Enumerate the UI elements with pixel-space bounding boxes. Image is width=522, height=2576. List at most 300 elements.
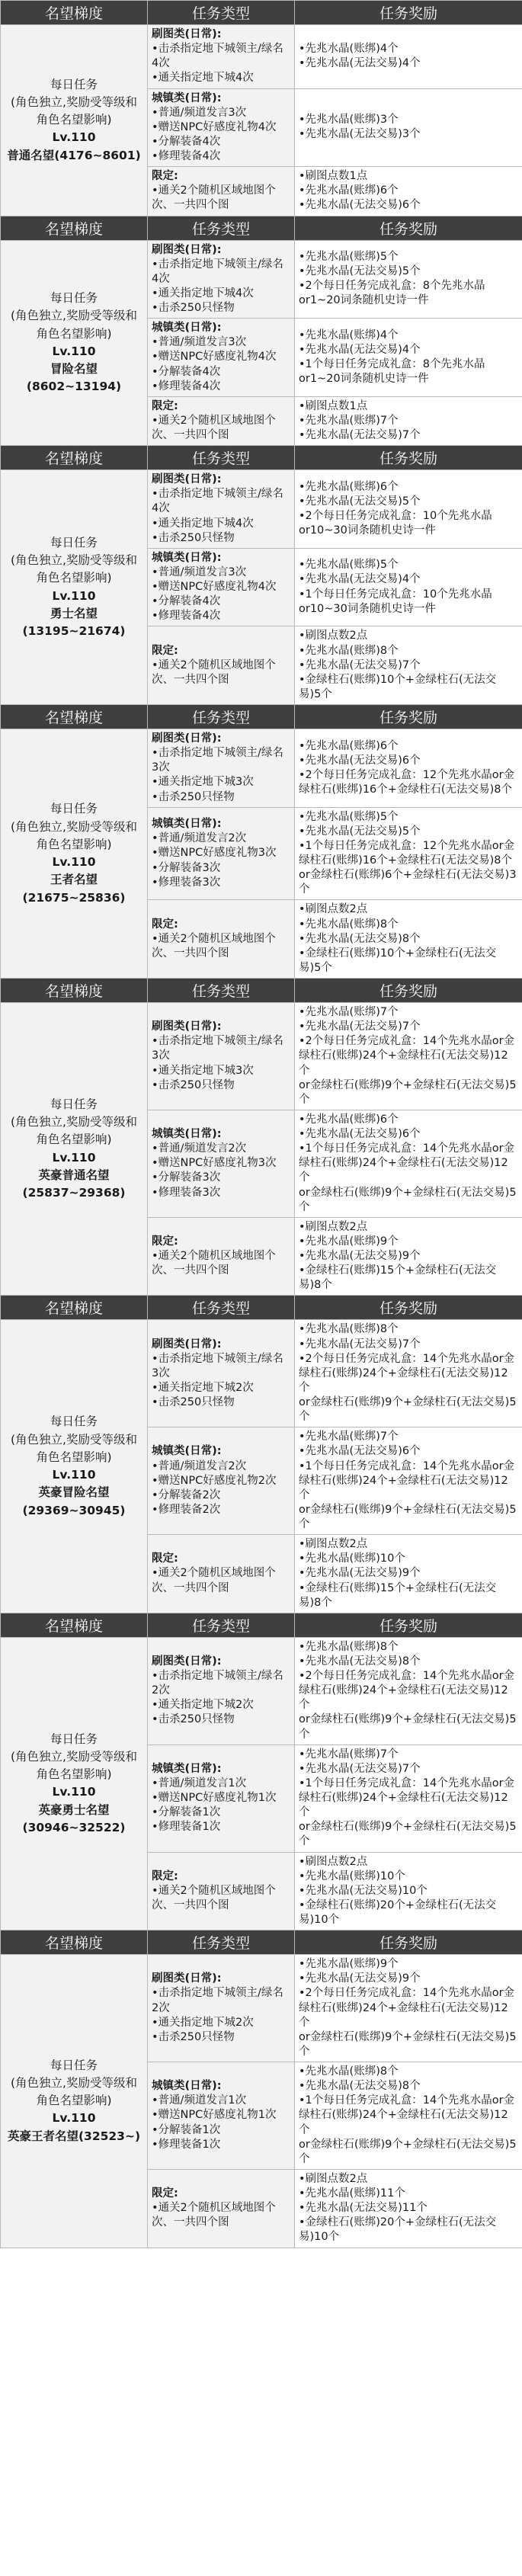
task-cell <box>148 548 295 626</box>
header-reward: 任务奖励 <box>295 446 522 470</box>
task-cell <box>148 2169 295 2248</box>
reward-line: •先兆水晶(账绑)4个 <box>299 43 399 56</box>
tier-note: (角色独立,奖励受等级和角色名望影响) <box>11 1115 137 1147</box>
tier-range: 英豪勇士名望 <box>38 1802 110 1817</box>
tier-level: Lv.110 <box>52 1150 96 1165</box>
task-line: •修理装备4次 <box>152 610 221 623</box>
header-reward: 任务奖励 <box>295 705 522 729</box>
task-category-label: 城镇类(日常): <box>152 551 222 564</box>
reward-line: •先兆水晶(账绑)8个 <box>299 2065 399 2078</box>
tier-title: 每日任务 <box>50 802 98 816</box>
reward-line: •刷图点数2点 <box>299 1855 368 1868</box>
task-line: •击杀250只怪物 <box>152 2030 235 2043</box>
reward-line: •先兆水晶(无法交易)4个 <box>299 573 421 586</box>
task-category-label: 城镇类(日常): <box>152 91 222 104</box>
task-line: •修理装备1次 <box>152 1821 221 1834</box>
table-row <box>1 470 522 549</box>
reward-line: •刷图点数1点 <box>299 170 368 183</box>
reward-line: •刷图点数1点 <box>299 399 368 412</box>
reward-line: or金绿柱石(账绑)9个+金绿柱石(无法交易)5个 <box>299 1713 517 1741</box>
task-line: •通关2个随机区域地图个次、一共四个图 <box>152 658 276 686</box>
reward-line: •1个每日任务完成礼盒：8个先兆水晶or1~20词条随机史诗一件 <box>299 357 485 386</box>
reward-cell <box>295 1637 522 1745</box>
reward-cell <box>295 396 522 445</box>
reward-cell <box>295 1427 522 1535</box>
task-line: •通关指定地下城4次 <box>152 287 254 300</box>
tier-range: (25837~29368) <box>22 1186 126 1200</box>
reward-line: •1个每日任务完成礼盒：14个先兆水晶or金绿柱石(账绑)24个+金绿柱石(无法交易)12个 <box>299 1459 515 1501</box>
task-line: •分解装备4次 <box>152 365 221 378</box>
reward-line: •先兆水晶(无法交易)9个 <box>299 1972 421 1985</box>
table-row <box>1 1003 522 1110</box>
reward-line: or金绿柱石(账绑)9个+金绿柱石(无法交易)5个 <box>299 2030 517 2058</box>
reward-line: •先兆水晶(账绑)6个 <box>299 184 399 197</box>
tier-range: (30946~32522) <box>22 1820 126 1834</box>
task-line: •通关2个随机区域地图个次、一共四个图 <box>152 184 276 212</box>
task-cell <box>148 1535 295 1613</box>
reward-line: •刷图点数2点 <box>299 630 368 642</box>
task-category-label: 刷图类(日常): <box>152 732 222 745</box>
header-reward: 任务奖励 <box>295 1296 522 1320</box>
task-line: •击杀指定地下城领主/绿名3次 <box>152 1035 283 1062</box>
reward-line: •先兆水晶(无法交易)8个 <box>299 1655 421 1668</box>
reward-line: or金绿柱石(账绑)9个+金绿柱石(无法交易)5个 <box>299 1396 517 1424</box>
task-line: •普通/频道发言2次 <box>152 1142 247 1155</box>
task-cell <box>148 25 295 89</box>
task-line: •击杀250只怪物 <box>152 302 235 314</box>
reward-line: •先兆水晶(无法交易)5个 <box>299 825 421 838</box>
reward-line: •金绿柱石(账绑)15个+金绿柱石(无法交易)8个 <box>299 1581 497 1609</box>
task-line: •通关2个随机区域地图个次、一共四个图 <box>152 2202 276 2229</box>
reward-table-body <box>1 1 522 2248</box>
reward-cell <box>295 1955 522 2062</box>
task-cell <box>148 1955 295 2062</box>
task-line: •击杀250只怪物 <box>152 1713 235 1726</box>
reward-line: •先兆水晶(账绑)8个 <box>299 1323 399 1336</box>
task-cell <box>148 319 295 397</box>
task-line: •修理装备1次 <box>152 2138 221 2151</box>
task-line: •普通/频道发言3次 <box>152 106 247 119</box>
reward-line: •先兆水晶(无法交易)7个 <box>299 1338 421 1350</box>
header-row <box>1 1613 522 1637</box>
task-category-label: 限定: <box>152 170 178 183</box>
task-category-label: 刷图类(日常): <box>152 1338 222 1350</box>
reward-line: •先兆水晶(无法交易)6个 <box>299 199 421 212</box>
tier-cell <box>1 25 148 216</box>
reward-line: •2个每日任务完成礼盒：14个先兆水晶or金绿柱石(账绑)24个+金绿柱石(无法交易)12个 <box>299 1987 515 2029</box>
task-line: •击杀指定地下城领主/绿名3次 <box>152 747 283 774</box>
task-line: •分解装备4次 <box>152 135 221 148</box>
tier-range: 英豪王者名望(32523~) <box>7 2129 141 2143</box>
reward-cell <box>295 729 522 808</box>
reward-line: •1个每日任务完成礼盒：14个先兆水晶or金绿柱石(账绑)24个+金绿柱石(无法交易)12个 <box>299 2094 515 2136</box>
task-category-label: 限定: <box>152 2187 178 2200</box>
tier-title: 每日任务 <box>50 1097 98 1111</box>
reward-cell <box>295 1745 522 1852</box>
task-line: •普通/频道发言3次 <box>152 336 247 349</box>
table-row <box>1 240 522 319</box>
header-row <box>1 705 522 729</box>
task-line: •赠送NPC好感度礼物4次 <box>152 351 277 364</box>
task-line: •击杀指定地下城领主/绿名4次 <box>152 488 283 515</box>
task-line: •赠送NPC好感度礼物4次 <box>152 581 277 593</box>
reward-line: •先兆水晶(账绑)5个 <box>299 251 399 264</box>
tier-note: (角色独立,奖励受等级和角色名望影响) <box>11 309 137 341</box>
task-category-label: 刷图类(日常): <box>152 1655 222 1668</box>
reward-line: •2个每日任务完成礼盒：14个先兆水晶or金绿柱石(账绑)24个+金绿柱石(无法交易)12个 <box>299 1352 515 1394</box>
reward-line: •先兆水晶(无法交易)5个 <box>299 265 421 278</box>
task-line: •通关指定地下城4次 <box>152 72 254 85</box>
reward-line: •金绿柱石(账绑)10个+金绿柱石(无法交易)5个 <box>299 673 497 700</box>
tier-cell <box>1 1955 148 2248</box>
tier-level: Lv.110 <box>52 855 96 869</box>
task-category-label: 城镇类(日常): <box>152 1762 222 1775</box>
tier-title: 每日任务 <box>50 77 98 91</box>
tier-note: (角色独立,奖励受等级和角色名望影响) <box>11 819 137 851</box>
reward-line: •先兆水晶(账绑)5个 <box>299 810 399 823</box>
reward-line: •先兆水晶(账绑)3个 <box>299 114 399 127</box>
task-line: •赠送NPC好感度礼物3次 <box>152 847 277 860</box>
task-cell <box>148 88 295 167</box>
tier-level: Lv.110 <box>52 1785 96 1799</box>
reward-cell <box>295 1110 522 1217</box>
reward-line: •金绿柱石(账绑)15个+金绿柱石(无法交易)8个 <box>299 1264 497 1292</box>
task-line: •击杀指定地下城领主/绿名4次 <box>152 258 283 285</box>
header-reward: 任务奖励 <box>295 979 522 1003</box>
tier-note: (角色独立,奖励受等级和角色名望影响) <box>11 2075 137 2108</box>
reward-line: •先兆水晶(账绑)7个 <box>299 1006 399 1018</box>
task-category-label: 城镇类(日常): <box>152 1445 222 1458</box>
tier-title: 每日任务 <box>50 1732 98 1746</box>
reward-line: •2个每日任务完成礼盒：14个先兆水晶or金绿柱石(账绑)24个+金绿柱石(无法交易)12个 <box>299 1670 515 1712</box>
reward-line: •先兆水晶(无法交易)4个 <box>299 57 421 70</box>
tier-level: Lv.110 <box>52 130 96 145</box>
task-cell <box>148 626 295 705</box>
tier-level: Lv.110 <box>52 588 96 603</box>
task-line: •普通/频道发言3次 <box>152 566 247 578</box>
reward-line: •刷图点数2点 <box>299 1538 368 1551</box>
task-line: •分解装备3次 <box>152 861 221 874</box>
tier-note: (角色独立,奖励受等级和角色名望影响) <box>11 553 137 585</box>
task-line: •分解装备1次 <box>152 2123 221 2136</box>
task-cell <box>148 900 295 979</box>
tier-note: (角色独立,奖励受等级和角色名望影响) <box>11 1749 137 1782</box>
task-cell <box>148 1003 295 1110</box>
tier-cell <box>1 1003 148 1296</box>
task-line: •通关指定地下城4次 <box>152 517 254 530</box>
task-line: •普通/频道发言1次 <box>152 1777 247 1789</box>
header-row <box>1 1 522 25</box>
reward-cell <box>295 548 522 626</box>
tier-range: 王者名望(21675~25836) <box>22 873 126 905</box>
reward-line: •先兆水晶(账绑)6个 <box>299 739 399 752</box>
task-line: •赠送NPC好感度礼物1次 <box>152 1792 277 1804</box>
reward-cell <box>295 1217 522 1296</box>
reward-line: •1个每日任务完成礼盒：12个先兆水晶or金绿柱石(账绑)16个+金绿柱石(无法交易)8个 <box>299 839 515 867</box>
table-row <box>1 25 522 89</box>
reward-line: •刷图点数2点 <box>299 1220 368 1233</box>
table-row <box>1 1637 522 1745</box>
header-tier: 名望梯度 <box>1 216 148 240</box>
reward-cell <box>295 319 522 397</box>
task-line: •修理装备3次 <box>152 876 221 889</box>
tier-cell <box>1 470 148 705</box>
table-row <box>1 1320 522 1427</box>
task-category-label: 城镇类(日常): <box>152 322 222 335</box>
header-reward: 任务奖励 <box>295 1613 522 1637</box>
task-line: •分解装备4次 <box>152 595 221 608</box>
reward-line: •刷图点数2点 <box>299 903 368 916</box>
task-category-label: 刷图类(日常): <box>152 243 222 256</box>
task-line: •击杀250只怪物 <box>152 1078 235 1091</box>
task-category-label: 限定: <box>152 1235 178 1248</box>
header-task-type: 任务类型 <box>148 1 295 25</box>
task-line: •击杀250只怪物 <box>152 1396 235 1408</box>
reward-line: •先兆水晶(无法交易)7个 <box>299 429 421 441</box>
task-line: •通关2个随机区域地图个次、一共四个图 <box>152 1884 276 1911</box>
reward-line: •先兆水晶(账绑)5个 <box>299 559 399 572</box>
reward-cell <box>295 2169 522 2248</box>
task-line: •赠送NPC好感度礼物2次 <box>152 1474 277 1487</box>
task-cell <box>148 396 295 445</box>
tier-cell <box>1 729 148 979</box>
reward-line: •先兆水晶(账绑)10个 <box>299 1552 405 1565</box>
reward-line: •先兆水晶(无法交易)11个 <box>299 2202 428 2215</box>
header-tier: 名望梯度 <box>1 1296 148 1320</box>
reward-cell <box>295 240 522 319</box>
task-line: •通关指定地下城3次 <box>152 776 254 789</box>
task-line: •分解装备2次 <box>152 1488 221 1501</box>
reward-cell <box>295 470 522 549</box>
reward-cell <box>295 88 522 167</box>
reward-line: •先兆水晶(无法交易)8个 <box>299 2080 421 2093</box>
header-task-type: 任务类型 <box>148 1930 295 1955</box>
task-category-label: 限定: <box>152 1552 178 1565</box>
reward-line: or金绿柱石(账绑)9个+金绿柱石(无法交易)5个 <box>299 2138 517 2165</box>
header-reward: 任务奖励 <box>295 1930 522 1955</box>
header-tier: 名望梯度 <box>1 705 148 729</box>
task-line: •通关指定地下城2次 <box>152 1381 254 1394</box>
tier-title: 每日任务 <box>50 535 98 549</box>
task-cell <box>148 2062 295 2170</box>
reward-cell <box>295 25 522 89</box>
reward-line: •先兆水晶(无法交易)6个 <box>299 1445 421 1458</box>
task-line: •通关2个随机区域地图个次、一共四个图 <box>152 414 276 441</box>
header-tier: 名望梯度 <box>1 979 148 1003</box>
table-row <box>1 729 522 808</box>
header-row <box>1 216 522 240</box>
reward-line: •先兆水晶(账绑)7个 <box>299 1431 399 1443</box>
task-line: •击杀250只怪物 <box>152 531 235 544</box>
header-row <box>1 1930 522 1955</box>
reward-cell <box>295 626 522 705</box>
task-category-label: 城镇类(日常): <box>152 2080 222 2093</box>
reward-line: •先兆水晶(无法交易)7个 <box>299 658 421 671</box>
reward-cell <box>295 1003 522 1110</box>
reward-cell <box>295 2062 522 2170</box>
reward-line: •先兆水晶(无法交易)7个 <box>299 1762 421 1775</box>
tier-title: 每日任务 <box>50 291 98 306</box>
reward-line: •先兆水晶(账绑)9个 <box>299 1235 399 1248</box>
reward-line: •先兆水晶(账绑)8个 <box>299 644 399 657</box>
reward-line: •先兆水晶(账绑)11个 <box>299 2187 405 2200</box>
header-tier: 名望梯度 <box>1 1613 148 1637</box>
task-category-label: 城镇类(日常): <box>152 1128 222 1140</box>
tier-title: 每日任务 <box>50 1415 98 1429</box>
reward-line: •2个每日任务完成礼盒：10个先兆水晶or10~30词条随机史诗一件 <box>299 509 492 537</box>
reward-cell <box>295 167 522 216</box>
reward-cell <box>295 1320 522 1427</box>
header-tier: 名望梯度 <box>1 446 148 470</box>
header-tier: 名望梯度 <box>1 1930 148 1955</box>
reward-line: or金绿柱石(账绑)6个+金绿柱石(无法交易)3个 <box>299 869 517 896</box>
reward-line: •2个每日任务完成礼盒：12个先兆水晶or金绿柱石(账绑)16个+金绿柱石(无法交易)8个 <box>299 768 515 796</box>
reward-line: or金绿柱石(账绑)9个+金绿柱石(无法交易)5个 <box>299 1821 517 1848</box>
tier-level: Lv.110 <box>52 344 96 358</box>
task-line: •击杀指定地下城领主/绿名4次 <box>152 43 283 70</box>
reward-line: or金绿柱石(账绑)9个+金绿柱石(无法交易)5个 <box>299 1186 517 1213</box>
task-cell <box>148 1217 295 1296</box>
reward-line: •先兆水晶(账绑)6个 <box>299 1113 399 1126</box>
reward-line: •先兆水晶(无法交易)9个 <box>299 1250 421 1262</box>
reward-line: or金绿柱石(账绑)9个+金绿柱石(无法交易)5个 <box>299 1078 517 1106</box>
tier-range: 勇士名望(13195~21674) <box>22 606 126 639</box>
header-row <box>1 446 522 470</box>
task-line: •通关2个随机区域地图个次、一共四个图 <box>152 1567 276 1594</box>
task-cell <box>148 1637 295 1745</box>
header-row <box>1 1296 522 1320</box>
reward-line: •先兆水晶(账绑)6个 <box>299 480 399 493</box>
task-line: •通关指定地下城3次 <box>152 1064 254 1077</box>
task-line: •分解装备1次 <box>152 1806 221 1819</box>
tier-note: (角色独立,奖励受等级和角色名望影响) <box>11 95 137 127</box>
task-cell <box>148 167 295 216</box>
reward-line: •先兆水晶(无法交易)8个 <box>299 932 421 945</box>
reward-line: •先兆水晶(账绑)7个 <box>299 1748 399 1761</box>
task-category-label: 刷图类(日常): <box>152 28 222 40</box>
task-cell <box>148 1745 295 1852</box>
tier-range: 英豪冒险名望 <box>38 1485 110 1500</box>
reward-line: •2个每日任务完成礼盒：14个先兆水晶or金绿柱石(账绑)24个+金绿柱石(无法交易)12个 <box>299 1035 515 1077</box>
task-line: •普通/频道发言2次 <box>152 1459 247 1472</box>
reward-line: •先兆水晶(无法交易)4个 <box>299 343 421 356</box>
task-cell <box>148 1320 295 1427</box>
header-row <box>1 979 522 1003</box>
reward-line: •先兆水晶(无法交易)3个 <box>299 128 421 141</box>
reward-cell <box>295 1535 522 1613</box>
task-category-label: 刷图类(日常): <box>152 473 222 486</box>
reward-line: •先兆水晶(账绑)4个 <box>299 328 399 341</box>
reward-cell <box>295 900 522 979</box>
tier-range: 英豪普通名望 <box>38 1168 110 1182</box>
tier-range: 冒险名望(8602~13194) <box>26 362 122 394</box>
task-line: •击杀指定地下城领主/绿名2次 <box>152 1670 283 1697</box>
task-line: •普通/频道发言1次 <box>152 2094 247 2107</box>
reward-line: or金绿柱石(账绑)9个+金绿柱石(无法交易)5个 <box>299 1503 517 1530</box>
task-cell <box>148 240 295 319</box>
tier-level: Lv.110 <box>52 1468 96 1482</box>
reward-line: •先兆水晶(账绑)8个 <box>299 1640 399 1653</box>
task-line: •通关指定地下城2次 <box>152 1699 254 1712</box>
task-cell <box>148 729 295 808</box>
reward-line: •先兆水晶(账绑)10个 <box>299 1870 405 1882</box>
reward-line: •先兆水晶(无法交易)6个 <box>299 1128 421 1140</box>
task-category-label: 限定: <box>152 1870 178 1882</box>
task-line: •分解装备3次 <box>152 1171 221 1184</box>
tier-level: Lv.110 <box>52 2111 96 2126</box>
task-line: •通关2个随机区域地图个次、一共四个图 <box>152 932 276 960</box>
task-line: •通关指定地下城2次 <box>152 2016 254 2029</box>
task-category-label: 刷图类(日常): <box>152 1020 222 1033</box>
reward-line: •先兆水晶(无法交易)9个 <box>299 1567 421 1580</box>
tier-range: 普通名望(4176~8601) <box>7 148 141 162</box>
reward-line: •先兆水晶(无法交易)10个 <box>299 1884 428 1897</box>
header-reward: 任务奖励 <box>295 1 522 25</box>
reward-line: •2个每日任务完成礼盒：8个先兆水晶or1~20词条随机史诗一件 <box>299 280 485 307</box>
task-category-label: 城镇类(日常): <box>152 818 222 831</box>
header-task-type: 任务类型 <box>148 705 295 729</box>
task-line: •修理装备3次 <box>152 1186 221 1199</box>
header-tier: 名望梯度 <box>1 1 148 25</box>
reward-line: •先兆水晶(无法交易)6个 <box>299 754 421 767</box>
reward-line: •1个每日任务完成礼盒：14个先兆水晶or金绿柱石(账绑)24个+金绿柱石(无法交易)12个 <box>299 1777 515 1819</box>
task-category-label: 限定: <box>152 399 178 412</box>
header-task-type: 任务类型 <box>148 446 295 470</box>
header-task-type: 任务类型 <box>148 1613 295 1637</box>
tier-cell <box>1 240 148 446</box>
reward-line: •先兆水晶(账绑)7个 <box>299 414 399 427</box>
tier-cell <box>1 1320 148 1613</box>
task-cell <box>148 1110 295 1217</box>
tier-cell <box>1 1637 148 1930</box>
reward-cell <box>295 1852 522 1930</box>
reward-cell <box>295 807 522 900</box>
task-cell <box>148 1852 295 1930</box>
header-task-type: 任务类型 <box>148 979 295 1003</box>
reward-line: •先兆水晶(账绑)8个 <box>299 918 399 931</box>
tier-title: 每日任务 <box>50 2058 98 2072</box>
task-line: •击杀指定地下城领主/绿名3次 <box>152 1352 283 1379</box>
tier-range: (29369~30945) <box>22 1503 126 1517</box>
task-cell <box>148 1427 295 1535</box>
task-category-label: 限定: <box>152 644 178 657</box>
task-category-label: 刷图类(日常): <box>152 1972 222 1985</box>
reward-line: •1个每日任务完成礼盒：10个先兆水晶or10~30词条随机史诗一件 <box>299 588 492 615</box>
task-category-label: 限定: <box>152 918 178 931</box>
reward-line: •先兆水晶(无法交易)5个 <box>299 495 421 508</box>
header-task-type: 任务类型 <box>148 1296 295 1320</box>
task-line: •普通/频道发言2次 <box>152 832 247 845</box>
task-line: •通关2个随机区域地图个次、一共四个图 <box>152 1250 276 1277</box>
reward-line: •1个每日任务完成礼盒：14个先兆水晶or金绿柱石(账绑)24个+金绿柱石(无法交易)12个 <box>299 1142 515 1184</box>
task-line: •修理装备4次 <box>152 380 221 392</box>
reward-line: •金绿柱石(账绑)10个+金绿柱石(无法交易)5个 <box>299 947 497 974</box>
reward-line: •先兆水晶(无法交易)7个 <box>299 1020 421 1033</box>
task-line: •赠送NPC好感度礼物1次 <box>152 2109 277 2122</box>
task-cell <box>148 470 295 549</box>
tier-note: (角色独立,奖励受等级和角色名望影响) <box>11 1432 137 1464</box>
task-line: •赠送NPC好感度礼物3次 <box>152 1157 277 1170</box>
task-line: •修理装备2次 <box>152 1503 221 1516</box>
reward-line: •刷图点数2点 <box>299 2172 368 2185</box>
task-line: •击杀指定地下城领主/绿名2次 <box>152 1987 283 2014</box>
reward-line: •金绿柱石(账绑)20个+金绿柱石(无法交易)10个 <box>299 2216 497 2244</box>
table-row <box>1 1955 522 2062</box>
header-reward: 任务奖励 <box>295 216 522 240</box>
task-cell <box>148 807 295 900</box>
task-line: •击杀250只怪物 <box>152 790 235 803</box>
task-line: •赠送NPC好感度礼物4次 <box>152 120 277 133</box>
